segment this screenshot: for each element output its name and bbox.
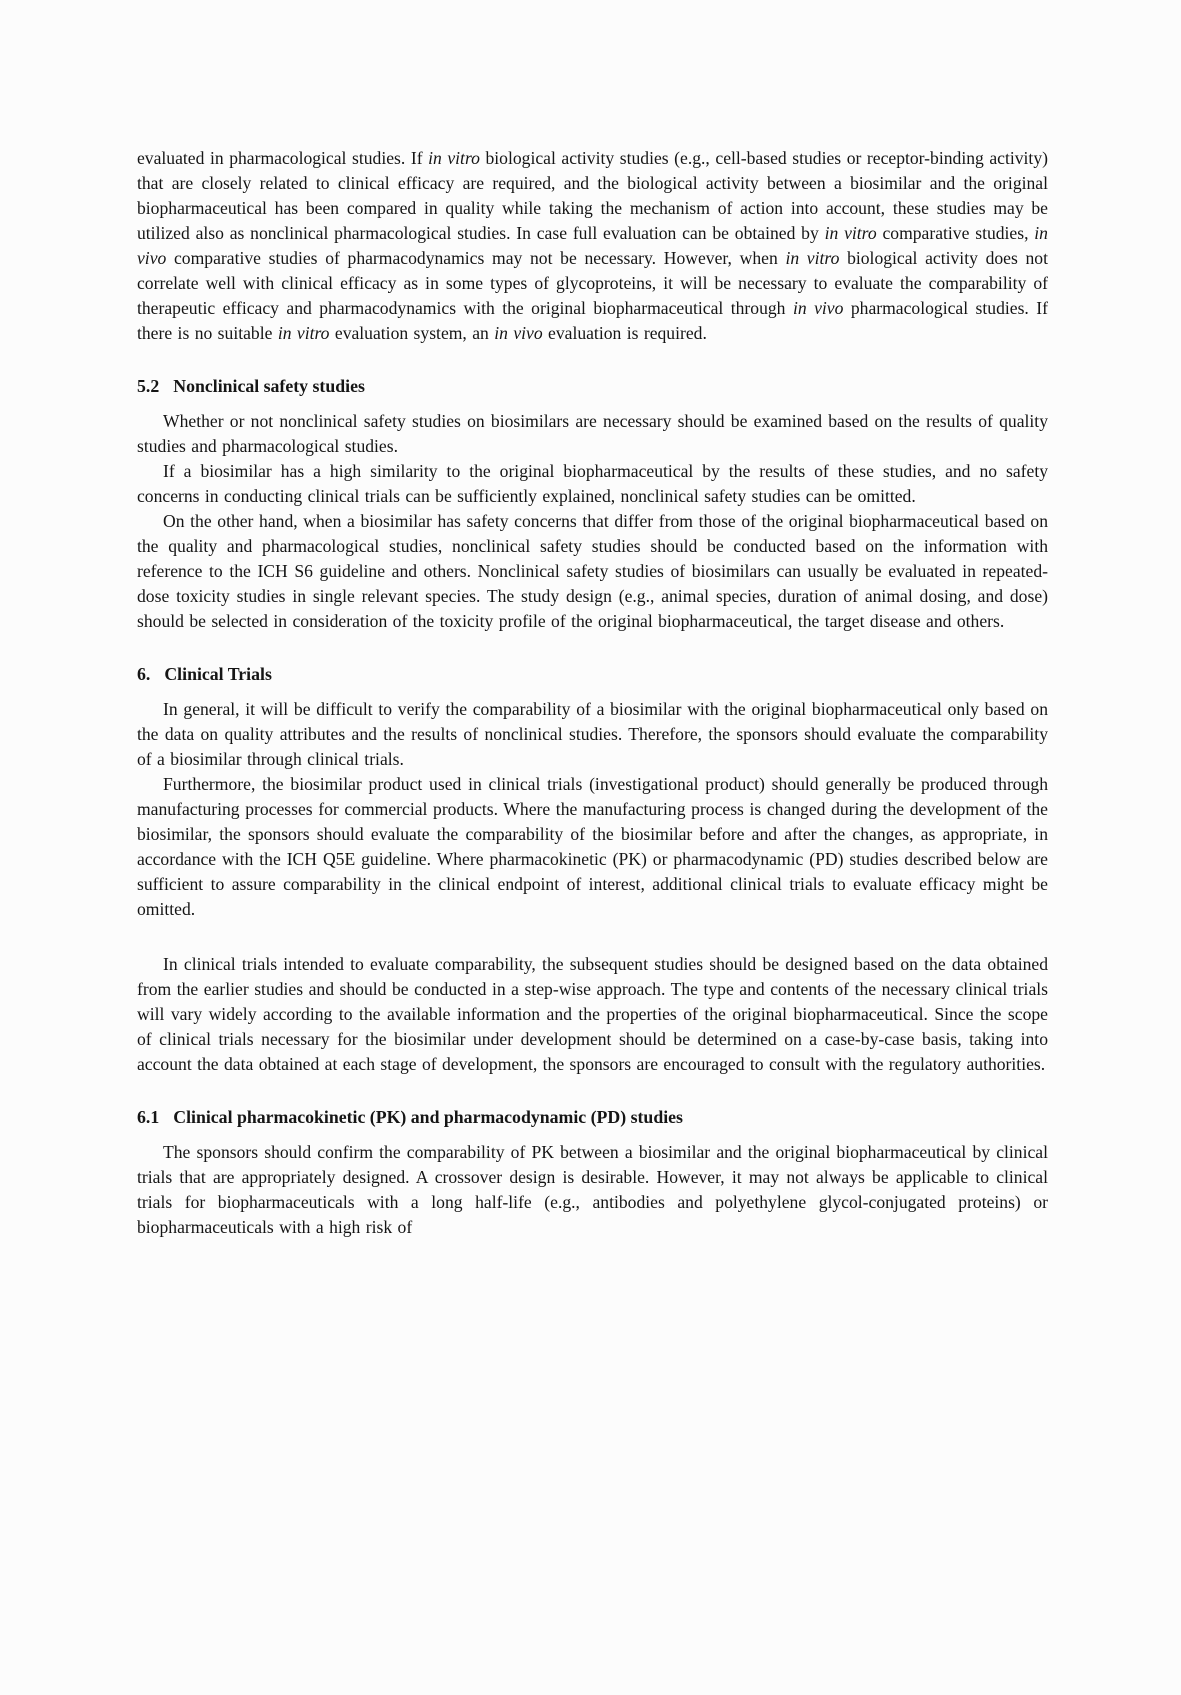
body-paragraph: In clinical trials intended to evaluate comparability, the subsequent studies should be designed based on the data obtained from the earlier studies and should be conducted in a step-wise approach. The type and contents of the necessary clinical trials will vary widely according to the available information and the properties of the original biopharmaceutical. Since the scope of clinical trials necessary for the biosimilar under development should be determined on a case-by-case basis, taking into account the data obtained at each stage of development, the sponsors are encouraged to consult with the regulatory authorities. [137, 954, 1048, 1074]
body-paragraph: On the other hand, when a biosimilar has safety concerns that differ from those of the original biopharmaceutical based on the quality and pharmacological studies, nonclinical safety studies should be conducted based on the information with reference to the ICH S6 guideline and others. Nonclinical safety studies of biosimilars can usually be evaluated in repeated-dose toxicity studies in single relevant species. The study design (e.g., animal species, duration of animal dosing, and dose) should be selected in consideration of the toxicity profile of the original biopharmaceutical, the target disease and others. [137, 511, 1048, 631]
section-heading-6-1 [137, 1105, 1048, 1130]
section-title: Nonclinical safety studies [173, 376, 365, 396]
body-paragraph: Furthermore, the biosimilar product used in clinical trials (investigational product) should generally be produced through manufacturing processes for commercial products. Where the manufacturing process is changed during the development of the biosimilar, the sponsors should evaluate the comparability of the biosimilar before and after the changes, as appropriate, in accordance with the ICH Q5E guideline. Where pharmacokinetic (PK) or pharmacodynamic (PD) studies described below are sufficient to assure comparability in the clinical endpoint of interest, additional clinical trials to evaluate efficacy might be omitted. [137, 774, 1048, 919]
section-number: 6.1 [137, 1107, 160, 1127]
section-heading-5-2 [137, 374, 1048, 399]
body-paragraph: If a biosimilar has a high similarity to the original biopharmaceutical by the results of these studies, and no safety concerns in conducting clinical trials can be sufficiently explained, nonclinical safety studies can be omitted. [137, 461, 1048, 506]
body-paragraph: The sponsors should confirm the comparability of PK between a biosimilar and the original biopharmaceutical by clinical trials that are appropriately designed. A crossover design is desirable. However, it may not always be applicable to clinical trials for biopharmaceuticals with a long half-life (e.g., antibodies and polyethylene glycol-conjugated proteins) or biopharmaceuticals with a high risk of [137, 1142, 1048, 1237]
text-content [137, 146, 1048, 1240]
section-title: Clinical Trials [164, 664, 272, 684]
body-paragraph-continuation: evaluated in pharmacological studies. If in vitro biological activity studies (e.g., cell-based studies or receptor-binding activity) that are closely related to clinical efficacy are required, and the biological activity between a biosimilar and the original biopharmaceutical has been compared in quality while taking the mechanism of action into account, these studies may be utilized also as nonclinical pharmacological studies. In case full evaluation can be obtained by in vitro comparative studies, in vivo comparative studies of pharmacodynamics may not be necessary. However, when in vitro biological activity does not correlate well with clinical efficacy as in some types of glycoproteins, it will be necessary to evaluate the comparability of therapeutic efficacy and pharmacodynamics with the original biopharmaceutical through in vivo pharmacological studies. If there is no suitable in vitro evaluation system, an in vivo evaluation is required. [137, 148, 1049, 343]
section-number: 6. [137, 664, 151, 684]
body-paragraph: In general, it will be difficult to verify the comparability of a biosimilar with the original biopharmaceutical only based on the data on quality attributes and the results of nonclinical studies. Therefore, the sponsors should evaluate the comparability of a biosimilar through clinical trials. [137, 699, 1048, 769]
body-paragraph: Whether or not nonclinical safety studies on biosimilars are necessary should be examined based on the results of quality studies and pharmacological studies. [137, 411, 1048, 456]
section-heading-6 [137, 662, 1048, 687]
section-number: 5.2 [137, 376, 160, 396]
section-title: Clinical pharmacokinetic (PK) and pharmacodynamic (PD) studies [173, 1107, 683, 1127]
